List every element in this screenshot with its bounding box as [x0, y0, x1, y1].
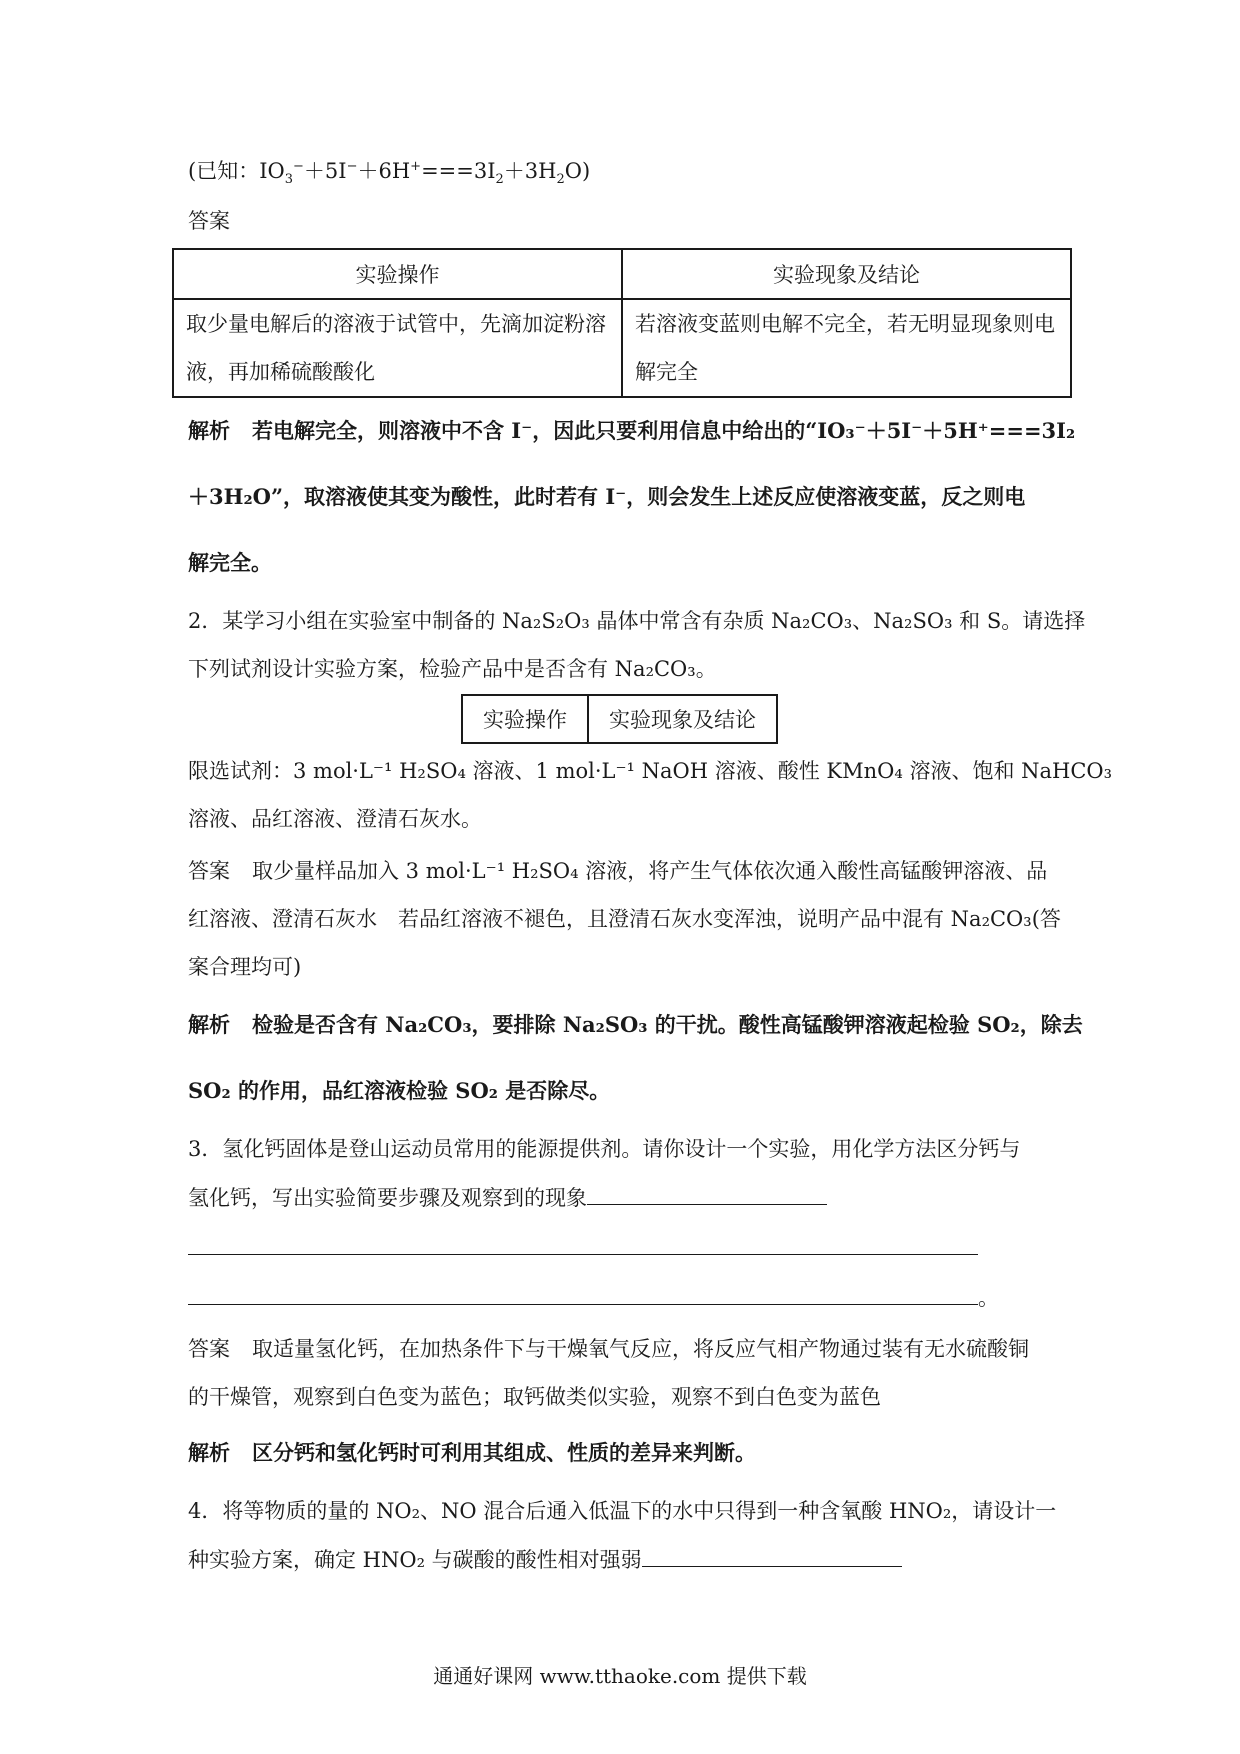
q2-answer-text-2: 红溶液、澄清石灰水 若品红溶液不褪色，且澄清石灰水变浑浊，说明产品中混有 Na₂CO₃(答 — [188, 907, 1061, 931]
q3-period: 。 — [978, 1286, 999, 1310]
q3-answer-line-1 — [188, 1334, 1029, 1364]
table-header-cell: 实验现象及结论 — [588, 695, 777, 743]
page-footer: 通通好课网 www.tthaoke.com 提供下载 — [433, 1664, 807, 1688]
q1-analysis-text-2: ＋3H₂O”，取溶液使其变为酸性，此时若有 I⁻，则会发生上述反应使溶液变蓝，反之则电 — [188, 484, 1026, 509]
q3-stem-text-2: 氢化钙，写出实验简要步骤及观察到的现象 — [188, 1186, 587, 1210]
given-sup2: − — [346, 159, 358, 174]
q3-analysis-line — [188, 1438, 756, 1468]
q2-analysis-line — [188, 1010, 1083, 1040]
table-cell: 若溶液变蓝则电解不完全，若无明显现象则电解完全 — [622, 299, 1071, 397]
given-sup1: − — [293, 159, 304, 174]
answer-rule — [188, 1254, 978, 1255]
q2-reagents-line-2: 溶液、品红溶液、澄清石灰水。 — [188, 807, 482, 831]
q1-analysis-line — [188, 416, 1075, 446]
q3-analysis-text: 区分钙和氢化钙时可利用其组成、性质的差异来判断。 — [252, 1440, 756, 1465]
q3-answer-text-1: 取适量氢化钙，在加热条件下与干燥氧气反应，将反应气相产物通过装有无水硫酸铜 — [252, 1337, 1029, 1361]
q2-analysis-text-1: 检验是否含有 Na₂CO₃，要排除 Na₂SO₃ 的干扰。酸性高锰酸钾溶液起检验 SO₂，除去 — [252, 1012, 1083, 1037]
q1-analysis-text-3: 解完全。 — [188, 550, 272, 575]
q2-stem-line-2: 下列试剂设计实验方案，检验产品中是否含有 Na₂CO₃。 — [188, 657, 717, 681]
q4-stem-line-1: 4．将等物质的量的 NO₂、NO 混合后通入低温下的水中只得到一种含氧酸 HNO₂，请设计一 — [188, 1499, 1057, 1523]
answer-blank — [642, 1544, 902, 1567]
q4-stem-text-2: 种实验方案，确定 HNO₂ 与碳酸的酸性相对强弱 — [188, 1548, 642, 1572]
given-end: O) — [564, 159, 591, 183]
q3-stem-line-2 — [188, 1182, 827, 1213]
table-header-row — [173, 249, 1071, 299]
q2-reagents-line-1: 限选试剂：3 mol·L⁻¹ H₂SO₄ 溶液、1 mol·L⁻¹ NaOH 溶液、酸性 KMnO₄ 溶液、饱和 NaHCO₃ — [188, 759, 1113, 783]
given-equation — [188, 156, 590, 186]
given-sup3: + — [410, 159, 422, 174]
given-mid1: ＋5I — [303, 159, 347, 183]
q3-answer-rule-line — [188, 1282, 999, 1313]
q2-analysis-text-2: SO₂ 的作用，品红溶液检验 SO₂ 是否除尽。 — [188, 1078, 611, 1103]
given-sub1: 3 — [284, 172, 293, 188]
q2-answer-text-1: 取少量样品加入 3 mol·L⁻¹ H₂SO₄ 溶液，将产生气体依次通入酸性高锰酸钾溶液、品 — [252, 859, 1048, 883]
given-mid3: ===3I — [421, 159, 496, 183]
q2-answer-line-1 — [188, 856, 1047, 886]
q3-stem-line-1: 3．氢化钙固体是登山运动员常用的能源提供剂。请你设计一个实验，用化学方法区分钙与 — [188, 1137, 1021, 1161]
table-cell: 取少量电解后的溶液于试管中，先滴加淀粉溶液，再加稀硫酸酸化 — [173, 299, 622, 397]
q3-analysis-label: 解析 — [188, 1440, 230, 1465]
q3-answer-text-2: 的干燥管，观察到白色变为蓝色；取钙做类似实验，观察不到白色变为蓝色 — [188, 1385, 881, 1409]
q1-answer-table — [172, 248, 1072, 398]
q4-stem-line-2 — [188, 1544, 902, 1575]
table-header-cell: 实验现象及结论 — [622, 249, 1071, 299]
given-prefix: (已知：IO — [188, 159, 285, 183]
q1-analysis-text-1: 若电解完全，则溶液中不含 I⁻，因此只要利用信息中给出的“IO₃⁻＋5I⁻＋5H⁺===3I₂ — [252, 418, 1076, 443]
table-header-row — [462, 695, 777, 743]
q2-analysis-label: 解析 — [188, 1012, 230, 1037]
given-sub3: 2 — [556, 172, 565, 188]
answer-blank — [188, 1282, 978, 1305]
q3-answer-label: 答案 — [188, 1337, 230, 1361]
given-sub2: 2 — [495, 172, 504, 188]
q1-answer-label: 答案 — [188, 209, 230, 233]
q2-answer-text-3: 案合理均可) — [188, 955, 302, 979]
table-header-cell: 实验操作 — [462, 695, 588, 743]
table-row — [173, 299, 1071, 397]
given-mid4: ＋3H — [503, 159, 557, 183]
q1-analysis-label: 解析 — [188, 418, 230, 443]
q2-stem-line-1: 2．某学习小组在实验室中制备的 Na₂S₂O₃ 晶体中常含有杂质 Na₂CO₃、Na₂SO₃ 和 S。请选择 — [188, 609, 1086, 633]
q2-empty-table — [461, 694, 778, 744]
table-header-cell: 实验操作 — [173, 249, 622, 299]
q2-answer-label: 答案 — [188, 859, 230, 883]
answer-blank — [587, 1182, 827, 1205]
given-mid2: ＋6H — [357, 159, 411, 183]
